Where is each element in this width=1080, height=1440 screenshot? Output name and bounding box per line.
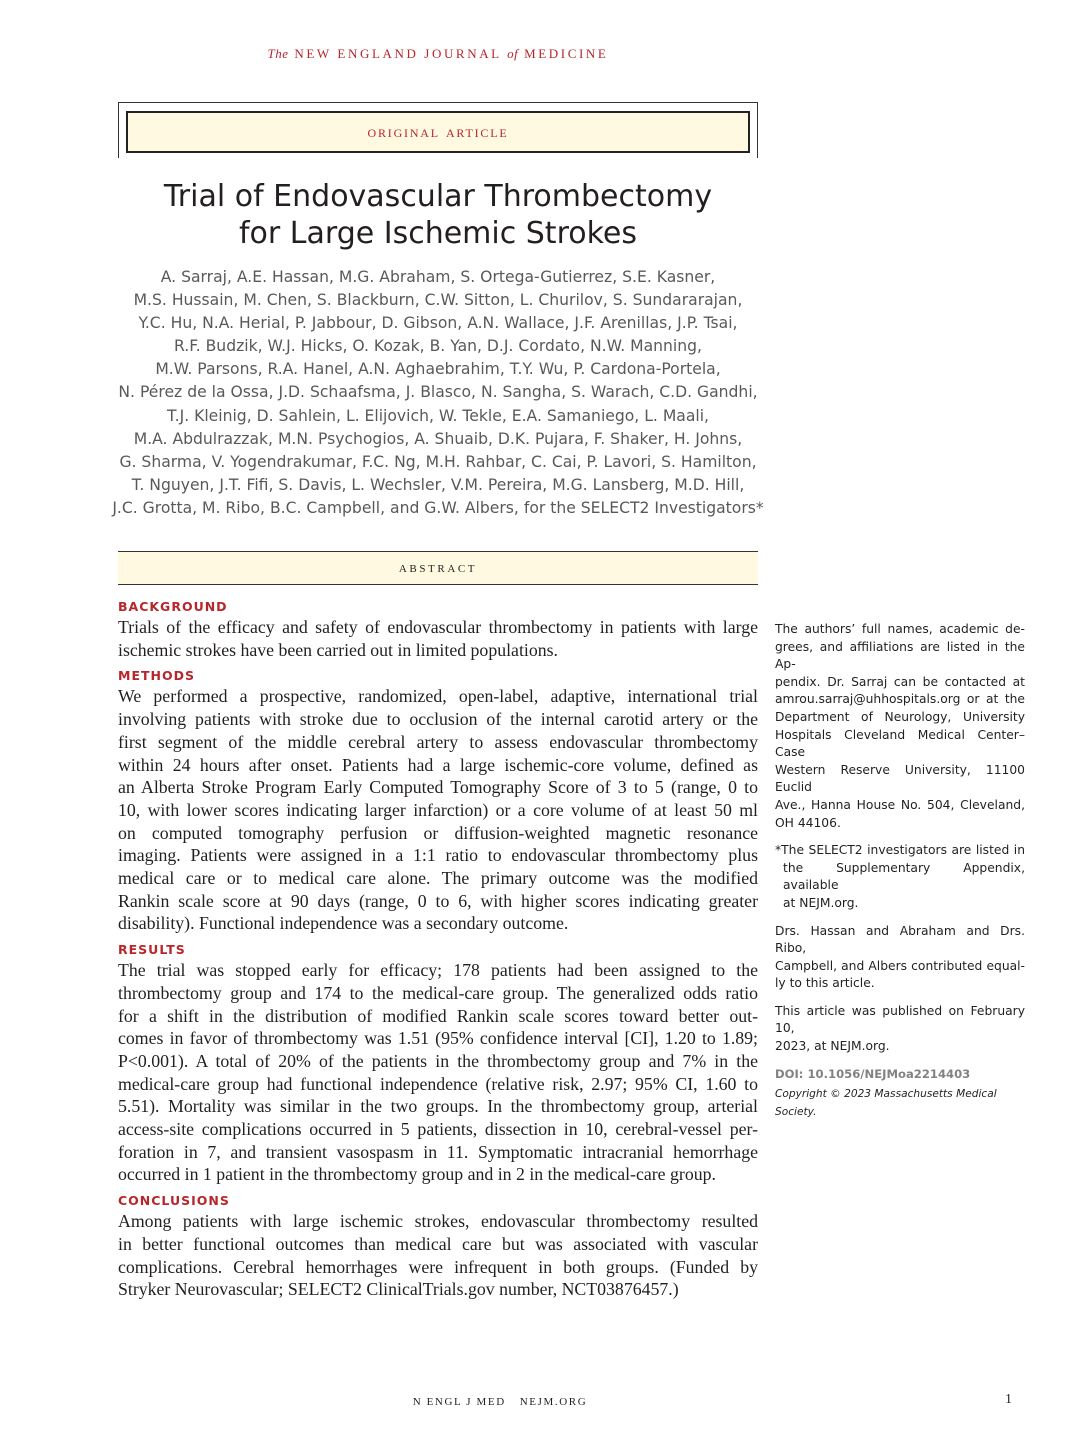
text-line: Rankin scale score at 90 days (range, 0 to 6, with higher scores indicating greater bbox=[118, 890, 758, 911]
footer-site[interactable]: NEJM.ORG bbox=[519, 1396, 588, 1408]
article-type-banner bbox=[126, 111, 750, 153]
text-line: ischemic strokes have been carried out in limited populations. bbox=[118, 639, 558, 660]
text-line: on computed tomography perfusion or diffusion-weighted magnetic resonance bbox=[118, 822, 758, 843]
text-line: medical-care group had functional independence (relative risk, 2.97; 95% CI, 1.60 to bbox=[118, 1073, 758, 1094]
text-line: The trial was stopped early for efficacy; 178 patients had been assigned to the bbox=[118, 960, 758, 981]
author-line: J.C. Grotta, M. Ribo, B.C. Campbell, and G.W. Albers, for the SELECT2 Investigators* bbox=[112, 498, 764, 517]
methods-heading: METHODS bbox=[118, 668, 195, 684]
text-line: an Alberta Stroke Program Early Computed Tomography Score of 3 to 5 (range, 0 to bbox=[118, 777, 758, 798]
page-footer bbox=[0, 1396, 1000, 1408]
author-line: A. Sarraj, A.E. Hassan, M.G. Abraham, S. Ortega-Gutierrez, S.E. Kasner, bbox=[160, 268, 716, 286]
investigators-note bbox=[775, 842, 1025, 912]
author-list bbox=[104, 266, 772, 520]
note-line: Campbell, and Albers contributed equal- bbox=[775, 958, 1025, 973]
note-line: *The SELECT2 investigators are listed in bbox=[775, 843, 1025, 858]
abstract-label: abstract bbox=[398, 559, 478, 576]
author-line: Y.C. Hu, N.A. Herial, P. Jabbour, D. Gibson, A.N. Wallace, J.F. Arenillas, J.P. Tsai, bbox=[138, 314, 738, 333]
text-line: first segment of the middle cerebral artery to assess endovascular thrombectomy bbox=[118, 731, 758, 752]
text-line: disability). Functional independence was a secondary outcome. bbox=[118, 913, 569, 934]
text-line: complications. Cerebral hemorrhages were infrequent in both groups. (Funded by bbox=[118, 1256, 758, 1277]
note-line: Ave., Hanna House No. 504, Cleveland, bbox=[775, 797, 1025, 812]
affiliations-note bbox=[775, 621, 1025, 832]
text-line: Trials of the efficacy and safety of endovascular thrombectomy in patients with large bbox=[118, 617, 758, 637]
journal-of: of bbox=[507, 46, 519, 61]
article-type-label: original article bbox=[367, 122, 509, 141]
author-line: R.F. Budzik, W.J. Hicks, O. Kozak, B. Yan, D.J. Cordato, N.W. Manning, bbox=[174, 337, 702, 356]
note-line: This article was published on February 10, bbox=[775, 1003, 1025, 1036]
page-number: 1 bbox=[1005, 1392, 1012, 1407]
footer-journal-abbrev: N ENGL J MED bbox=[412, 1396, 506, 1408]
text-line: P<0.001). A total of 20% of the patients in the thrombectomy group and 7% in the bbox=[118, 1050, 758, 1071]
publication-note bbox=[775, 1003, 1025, 1056]
text-line: for a shift in the distribution of modified Rankin scale scores toward better out- bbox=[118, 1005, 758, 1026]
author-line: G. Sharma, V. Yogendrakumar, F.C. Ng, M.H. Rahbar, C. Cai, P. Lavori, S. Hamilton, bbox=[119, 452, 757, 471]
author-line: M.S. Hussain, M. Chen, S. Blackburn, C.W. Sitton, L. Churilov, S. Sundararajan, bbox=[133, 291, 743, 310]
note-line: at NEJM.org. bbox=[783, 895, 859, 910]
note-line: grees, and affiliations are listed in the Ap- bbox=[775, 639, 1025, 672]
methods-text bbox=[118, 685, 758, 935]
text-line: occurred in 1 patient in the thrombectomy group and in 2 in the medical-care group. bbox=[118, 1164, 716, 1185]
text-line: within 24 hours after onset. Patients had a large ischemic-core volume, defined as bbox=[118, 754, 758, 775]
note-line: the Supplementary Appendix, available bbox=[783, 860, 1025, 893]
copyright-notice: Copyright © 2023 Massachusetts Medical Society. bbox=[775, 1088, 997, 1118]
note-line: Western Reserve University, 11100 Euclid bbox=[775, 762, 1025, 795]
text-line: in better functional outcomes than medical care but was associated with vascular bbox=[118, 1233, 758, 1254]
text-line: Among patients with large ischemic strokes, endovascular thrombectomy resulted bbox=[118, 1211, 758, 1232]
conclusions-text bbox=[118, 1210, 758, 1301]
article-title bbox=[118, 178, 758, 252]
note-line: OH 44106. bbox=[775, 815, 841, 830]
contribution-note bbox=[775, 923, 1025, 993]
note-line: Hospitals Cleveland Medical Center–Case bbox=[775, 727, 1025, 760]
text-line: involving patients with stroke due to occlusion of the internal carotid artery or the bbox=[118, 709, 758, 730]
results-heading: RESULTS bbox=[118, 942, 186, 958]
sidebar-notes bbox=[775, 621, 1025, 1121]
note-line: pendix. Dr. Sarraj can be contacted at bbox=[775, 674, 1025, 689]
text-line: medical care or to medical care alone. The primary outcome was the modified bbox=[118, 868, 758, 889]
text-line: Stryker Neurovascular; SELECT2 ClinicalTrials.gov number, NCT03876457.) bbox=[118, 1279, 679, 1300]
title-line: for Large Ischemic Strokes bbox=[239, 216, 637, 251]
note-line: amrou.sarraj@uhhospitals.org or at the bbox=[775, 692, 1025, 707]
text-line: 5.51). Mortality was similar in the two groups. In the thrombectomy group, arterial bbox=[118, 1096, 758, 1117]
results-text bbox=[118, 959, 758, 1186]
author-line: T. Nguyen, J.T. Fifi, S. Davis, L. Wechsler, V.M. Pereira, M.G. Lansberg, M.D. Hill, bbox=[131, 475, 745, 494]
text-line: 10, with lower scores indicating larger infarction) or a core volume of at least 50 ml bbox=[118, 799, 758, 820]
text-line: foration in 7, and transient vasospasm in 11. Symptomatic intracranial hemorrhage bbox=[118, 1141, 758, 1162]
author-line: T.J. Kleinig, D. Sahlein, L. Elijovich, W. Tekle, E.A. Samaniego, L. Maali, bbox=[166, 406, 710, 425]
author-line: M.W. Parsons, R.A. Hanel, A.N. Aghaebrahim, T.Y. Wu, P. Cardona-Portela, bbox=[155, 360, 721, 379]
note-line: ly to this article. bbox=[775, 976, 875, 991]
note-line: 2023, at NEJM.org. bbox=[775, 1039, 890, 1054]
journal-name-part2: MEDICINE bbox=[524, 46, 609, 61]
author-line: M.A. Abdulrazzak, M.N. Psychogios, A. Shuaib, D.K. Pujara, F. Shaker, H. Johns, bbox=[133, 429, 743, 448]
text-line: imaging. Patients were assigned in a 1:1 ratio to endovascular thrombectomy plus bbox=[118, 845, 758, 866]
journal-the: The bbox=[267, 46, 289, 61]
doi-link[interactable]: DOI: 10.1056/NEJMoa2214403 bbox=[775, 1066, 971, 1081]
abstract-body bbox=[118, 598, 758, 1307]
article-type-box bbox=[118, 102, 758, 158]
abstract-banner bbox=[118, 551, 758, 585]
journal-name-part1: NEW ENGLAND JOURNAL bbox=[294, 46, 502, 61]
journal-header bbox=[0, 46, 876, 62]
text-line: thrombectomy group and 174 to the medical-care group. The generalized odds ratio bbox=[118, 982, 758, 1003]
note-line: Department of Neurology, University bbox=[775, 709, 1025, 724]
note-line: The authors’ full names, academic de- bbox=[775, 622, 1025, 636]
text-line: comes in favor of thrombectomy was 1.51 (95% confidence interval [CI], 1.20 to 1.89; bbox=[118, 1028, 758, 1049]
background-text bbox=[118, 616, 758, 661]
conclusions-heading: CONCLUSIONS bbox=[118, 1193, 230, 1209]
text-line: access-site complications occurred in 5 patients, dissection in 10, cerebral-vessel per- bbox=[118, 1119, 758, 1140]
note-line: Drs. Hassan and Abraham and Drs. Ribo, bbox=[775, 923, 1025, 956]
background-heading: BACKGROUND bbox=[118, 599, 228, 614]
title-line: Trial of Endovascular Thrombectomy bbox=[163, 179, 713, 214]
author-line: N. Pérez de la Ossa, J.D. Schaafsma, J. Blasco, N. Sangha, S. Warach, C.D. Gandhi, bbox=[118, 383, 758, 402]
text-line: We performed a prospective, randomized, open-label, adaptive, international trial bbox=[118, 686, 758, 707]
